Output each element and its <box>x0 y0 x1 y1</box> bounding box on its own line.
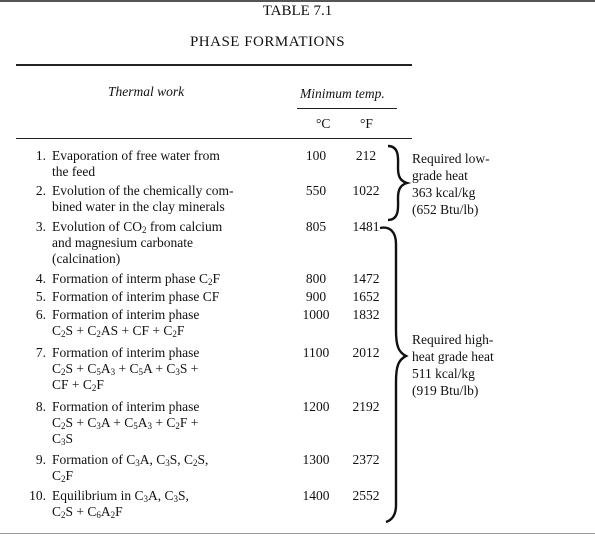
row-description: Formation of interim phase $C_2S + C_2AS$ + CF + $C_2F$ <box>52 307 200 339</box>
row-number: 7. <box>35 345 46 360</box>
note-line: heat grade heat <box>412 349 494 364</box>
header-celsius: °C <box>316 116 331 131</box>
header-min-temp: Minimum temp. <box>300 86 385 101</box>
brace-high-icon <box>380 228 406 522</box>
row-fahrenheit: 1472 <box>352 271 380 286</box>
row-celsius: 1200 <box>302 399 330 414</box>
brace-low-icon <box>388 146 407 220</box>
row-celsius: 1100 <box>302 345 330 360</box>
row-description: Formation of interm phase $C_2F$ <box>52 271 220 287</box>
row-number: 8. <box>35 399 46 414</box>
row-fahrenheit: 1832 <box>352 307 380 322</box>
row-number: 5. <box>35 289 46 304</box>
row-number: 2. <box>35 183 46 198</box>
row-fahrenheit: 212 <box>355 148 377 163</box>
table-title: PHASE FORMATIONS <box>189 34 346 50</box>
row-number: 4. <box>35 271 46 286</box>
row-description: Evaporation of free water from the feed <box>52 148 220 179</box>
row-description: Formation of $C_3A$, $C_3S$, $C_2S$, $C_2F$ <box>52 452 209 484</box>
table-number: TABLE 7.1 <box>262 3 333 19</box>
row-celsius: 900 <box>305 289 327 304</box>
row-fahrenheit: 1652 <box>352 289 380 304</box>
row-description: Evolution of $CO_2$ from calcium and magnesium carbonate (calcination) <box>52 219 223 266</box>
note-line: Required low- <box>412 151 490 166</box>
row-fahrenheit: 1022 <box>352 183 380 198</box>
row-celsius: 550 <box>305 183 327 198</box>
bottom-edge <box>0 533 595 534</box>
row-description: Evolution of the chemically com- bined water in the clay minerals <box>52 183 234 214</box>
row-celsius: 805 <box>305 219 327 234</box>
row-number: 1. <box>35 148 46 163</box>
row-number: 3. <box>35 219 46 234</box>
row-description: Equilibrium in $C_3A$, $C_3S$, $C_2S + C_6A_2F$ <box>52 488 189 520</box>
note-line: 363 kcal/kg <box>412 185 476 200</box>
row-fahrenheit: 2192 <box>352 399 380 414</box>
row-celsius: 1300 <box>302 452 330 467</box>
header-thermal-work: Thermal work <box>108 84 185 99</box>
row-fahrenheit: 1481 <box>352 219 380 234</box>
row-description: Formation of interim phase $C_2S + C_3A + C_5A_3 + C_2F$ + $C_3S$ <box>52 399 200 447</box>
note-line: 511 kcal/kg <box>412 366 475 381</box>
row-fahrenheit: 2372 <box>352 452 380 467</box>
row-description: Formation of interim phase $C_2S + C_5A_3 + C_5A + C_3S$ + CF + $C_2F$ <box>52 345 200 393</box>
row-fahrenheit: 2012 <box>352 345 380 360</box>
row-number: 10. <box>29 488 46 503</box>
row-celsius: 1000 <box>302 307 330 322</box>
note-line: (919 Btu/lb) <box>412 383 479 398</box>
note-line: (652 Btu/lb) <box>412 202 479 217</box>
row-celsius: 1400 <box>302 488 330 503</box>
header-fahrenheit: °F <box>360 116 373 131</box>
row-description: Formation of interim phase CF <box>52 289 220 304</box>
row-number: 9. <box>35 452 46 467</box>
note-line: Required high- <box>412 332 494 347</box>
note-line: grade heat <box>412 168 468 183</box>
row-celsius: 800 <box>305 271 327 286</box>
row-celsius: 100 <box>305 148 327 163</box>
row-fahrenheit: 2552 <box>352 488 380 503</box>
row-number: 6. <box>35 307 46 322</box>
